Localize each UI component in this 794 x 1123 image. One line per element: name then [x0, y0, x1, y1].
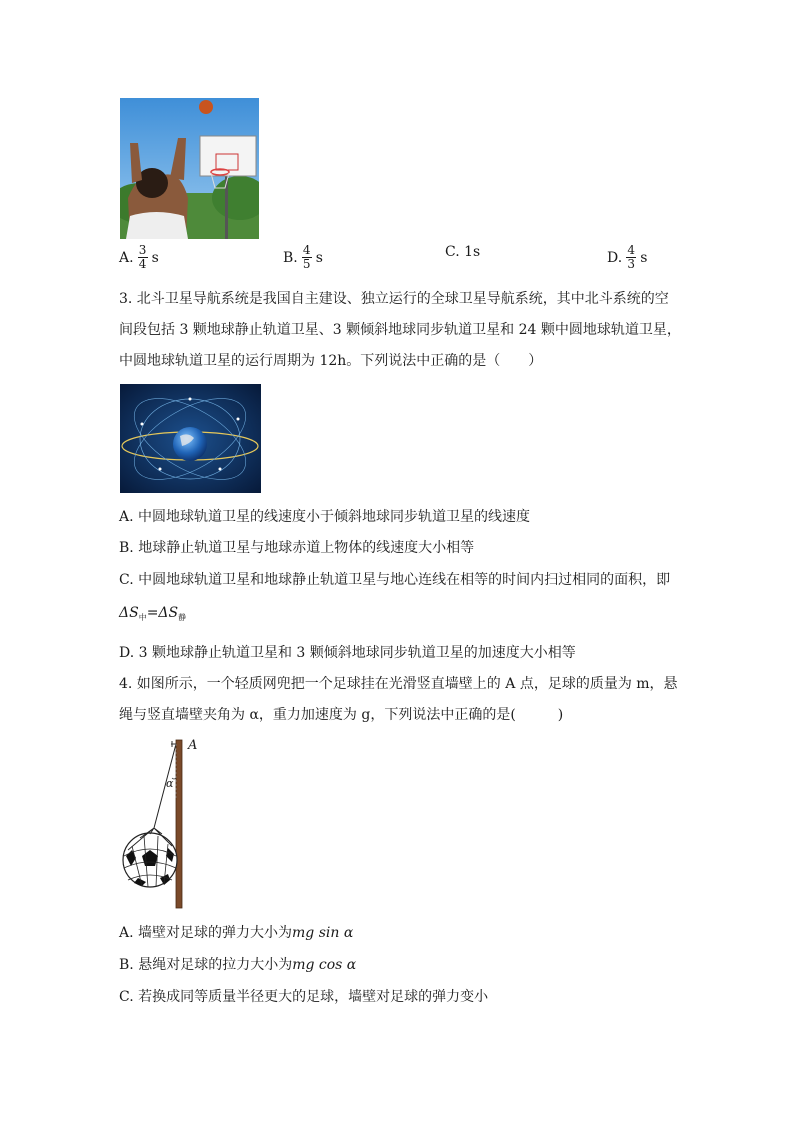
option-label: C. 1s — [445, 244, 481, 260]
denominator: 3 — [627, 257, 635, 271]
q3-option-c[interactable]: C. 中圆地球轨道卫星和地球静止轨道卫星与地心连线在相等的时间内扫过相同的面积，即 — [119, 572, 671, 588]
q3-option-d[interactable]: D. 3 颗地球静止轨道卫星和 3 颗倾斜地球同步轨道卫星的加速度大小相等 — [119, 645, 576, 661]
unit: s — [640, 249, 648, 266]
option-math: mg cos α — [292, 957, 357, 973]
option-label: D. — [607, 249, 623, 266]
soccer-ball-figure — [118, 738, 208, 910]
satellite-picture — [120, 384, 261, 493]
point-a-label: A — [188, 738, 198, 753]
equals-delta-s: =ΔS — [146, 605, 179, 621]
option-text: A. 墙壁对足球的弹力大小为 — [119, 925, 293, 941]
option-math: mg sin α — [292, 925, 354, 941]
option-label: B. — [283, 249, 298, 266]
basketball-photo — [120, 98, 259, 239]
numerator: 4 — [302, 243, 311, 257]
fraction — [302, 244, 312, 271]
unit: s — [151, 249, 159, 266]
fraction — [138, 244, 148, 271]
q3-stem-line1: 3. 北斗卫星导航系统是我国自主建设、独立运行的全球卫星导航系统，其中北斗系统的空 — [119, 291, 669, 307]
q4-option-b[interactable] — [119, 955, 356, 975]
q2-option-b[interactable] — [283, 244, 323, 271]
q2-option-a[interactable] — [119, 244, 159, 271]
basketball-scene-icon — [120, 98, 259, 239]
hanging-ball-icon — [118, 738, 208, 910]
q4-option-c[interactable]: C. 若换成同等质量半径更大的足球，墙壁对足球的弹力变小 — [119, 989, 489, 1005]
denominator: 5 — [302, 257, 311, 271]
unit: s — [315, 249, 323, 266]
subscript: 中 — [138, 613, 147, 622]
numerator: 4 — [627, 243, 635, 257]
q3-stem-line3: 中圆地球轨道卫星的运行周期为 12h。下列说法中正确的是（ ） — [119, 353, 543, 369]
denominator: 4 — [138, 257, 147, 271]
subscript: 静 — [178, 613, 187, 622]
delta-s-symbol: ΔS — [119, 605, 139, 621]
option-text: B. 悬绳对足球的拉力大小为 — [119, 957, 293, 973]
q4-option-a[interactable] — [119, 923, 353, 943]
q2-option-c[interactable] — [445, 244, 480, 260]
q4-stem-line1: 4. 如图所示，一个轻质网兜把一个足球挂在光滑竖直墙壁上的 A 点，足球的质量为 m，悬 — [119, 676, 678, 692]
fraction — [626, 244, 636, 271]
option-label: A. — [119, 249, 134, 266]
q3-stem-line2: 间段包括 3 颗地球静止轨道卫星、3 颗倾斜地球同步轨道卫星和 24 颗中圆地球轨道卫星， — [119, 322, 681, 338]
angle-alpha-label: α — [166, 777, 174, 790]
q4-stem-line2: 绳与竖直墙壁夹角为 α，重力加速度为 g，下列说法中正确的是( ) — [119, 707, 564, 723]
q2-option-d[interactable] — [607, 244, 647, 271]
q3-option-c-formula — [119, 603, 186, 628]
q3-option-a[interactable]: A. 中圆地球轨道卫星的线速度小于倾斜地球同步轨道卫星的线速度 — [119, 509, 531, 525]
earth-orbits-icon — [120, 384, 261, 493]
q3-option-b[interactable]: B. 地球静止轨道卫星与地球赤道上物体的线速度大小相等 — [119, 540, 475, 556]
numerator: 3 — [138, 243, 147, 257]
